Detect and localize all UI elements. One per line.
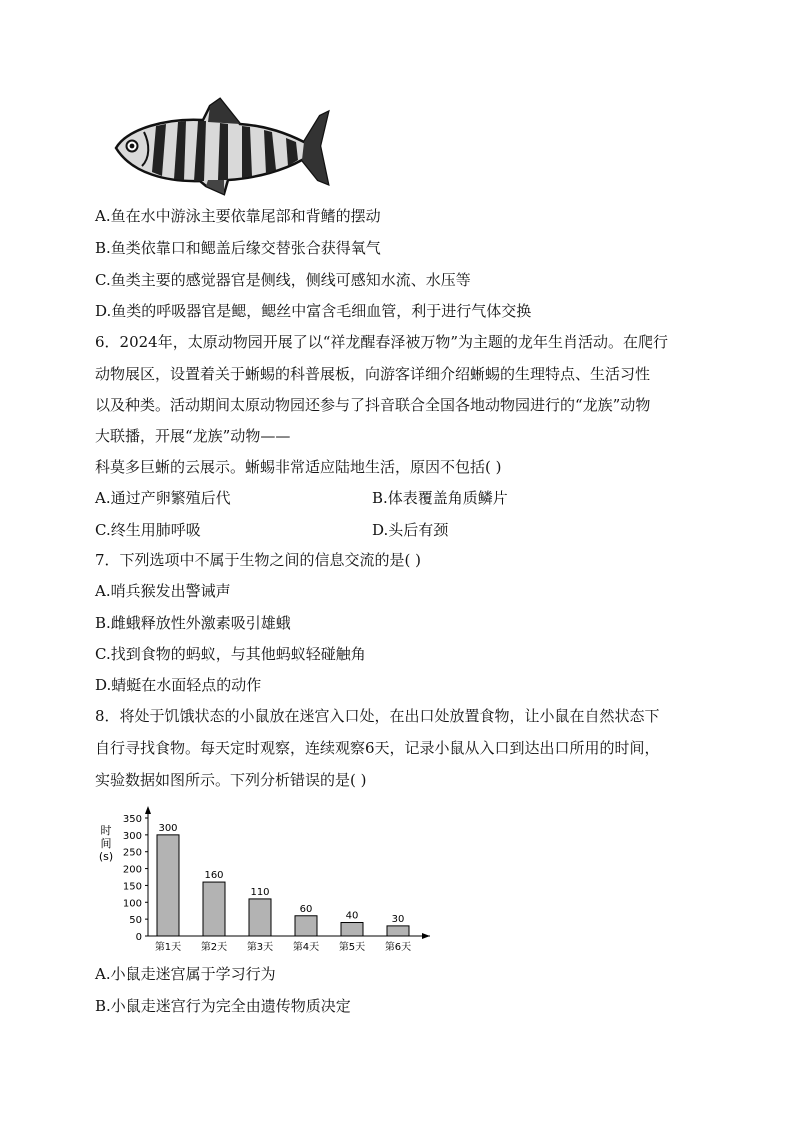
y-tick-label-2: 100 [122,898,142,910]
q5-option-d[interactable]: D.鱼类的呼吸器官是鳃，鳃丝中富含毛细血管，利于进行气体交换 [95,302,532,320]
y-tick-label-6: 300 [122,830,142,842]
bar-第5天 [341,923,363,936]
y-tick-label-4: 200 [122,864,142,876]
q6-stem-line-4: 大联播，开展“龙族”动物—— [95,427,291,445]
q7-option-d[interactable]: D.蜻蜓在水面轻点的动作 [95,676,262,694]
q8-stem-line-2: 自行寻找食物。每天定时观察，连续观察6天，记录小鼠从入口到达出口所用的时间， [95,739,660,757]
bar-第3天 [249,899,271,936]
q6-option-b[interactable]: B.体表覆盖角质鳞片 [372,489,508,507]
bar-value-label-1: 160 [204,870,224,882]
q6-stem-line-5: 科莫多巨蜥的云展示。蜥蜴非常适应陆地生活，原因不包括( ) [95,458,502,476]
bar-value-label-5: 30 [391,913,405,925]
fish-illustration [108,96,330,196]
bar-第1天 [157,835,179,936]
y-tick-label-0: 0 [135,932,142,943]
bar-第2天 [203,882,225,936]
q6-stem-line-1: 6．2024年，太原动物园开展了以“祥龙醒春泽被万物”为主题的龙年生肖活动。在爬行 [95,333,669,351]
bar-value-label-3: 60 [299,903,313,915]
q5-option-c[interactable]: C.鱼类主要的感觉器官是侧线，侧线可感知水流、水压等 [95,271,471,289]
x-axis-arrow [422,933,430,939]
q7-option-c[interactable]: C.找到食物的蚂蚁，与其他蚂蚁轻碰触角 [95,645,366,663]
q7-stem: 7．下列选项中不属于生物之间的信息交流的是( ) [95,551,422,569]
q5-option-a[interactable]: A.鱼在水中游泳主要依靠尾部和背鳍的摆动 [95,207,381,225]
y-axis-label-part-2: (s) [98,850,114,863]
x-tick-label-5: 第6天 [384,942,412,953]
q8-option-b[interactable]: B.小鼠走迷宫行为完全由遗传物质决定 [95,997,351,1015]
q6-option-d[interactable]: D.头后有颈 [372,521,449,539]
q6-stem-line-2: 动物展区，设置着关于蜥蜴的科普展板，向游客详细介绍蜥蜴的生理特点、生活习性 [95,365,651,383]
x-tick-label-0: 第1天 [154,942,182,953]
q6-stem-line-3: 以及种类。活动期间太原动物园还参与了抖音联合全国各地动物园进行的“龙族”动物 [95,396,651,414]
bar-第6天 [387,926,409,936]
y-axis-label-part-1: 间 [100,837,112,850]
y-axis-arrow [145,806,151,814]
q5-option-b[interactable]: B.鱼类依靠口和鳃盖后缘交替张合获得氧气 [95,239,381,257]
y-tick-label-5: 250 [122,847,142,859]
y-tick-label-3: 150 [122,881,142,893]
maze-time-bar-chart [92,804,437,960]
bar-value-label-4: 40 [345,910,359,922]
y-tick-label-1: 50 [129,915,142,927]
x-tick-label-1: 第2天 [200,942,228,953]
x-tick-label-4: 第5天 [338,942,366,953]
bar-value-label-0: 300 [158,822,178,834]
q7-option-b[interactable]: B.雌蛾释放性外激素吸引雄蛾 [95,614,291,632]
bar-第4天 [295,916,317,936]
bar-value-label-2: 110 [250,886,270,898]
q6-option-c[interactable]: C.终生用肺呼吸 [95,521,201,539]
q7-option-a[interactable]: A.哨兵猴发出警诫声 [95,582,231,600]
x-tick-label-3: 第4天 [292,942,320,953]
y-axis-label-part-0: 时 [100,824,112,837]
q8-stem-line-3: 实验数据如图所示。下列分析错误的是( ) [95,771,367,789]
q8-stem-line-1: 8．将处于饥饿状态的小鼠放在迷宫入口处，在出口处放置食物，让小鼠在自然状态下 [95,707,660,725]
q6-option-a[interactable]: A.通过产卵繁殖后代 [95,489,231,507]
x-tick-label-2: 第3天 [246,942,274,953]
y-tick-label-7: 350 [122,814,142,825]
q8-option-a[interactable]: A.小鼠走迷宫属于学习行为 [95,965,276,983]
